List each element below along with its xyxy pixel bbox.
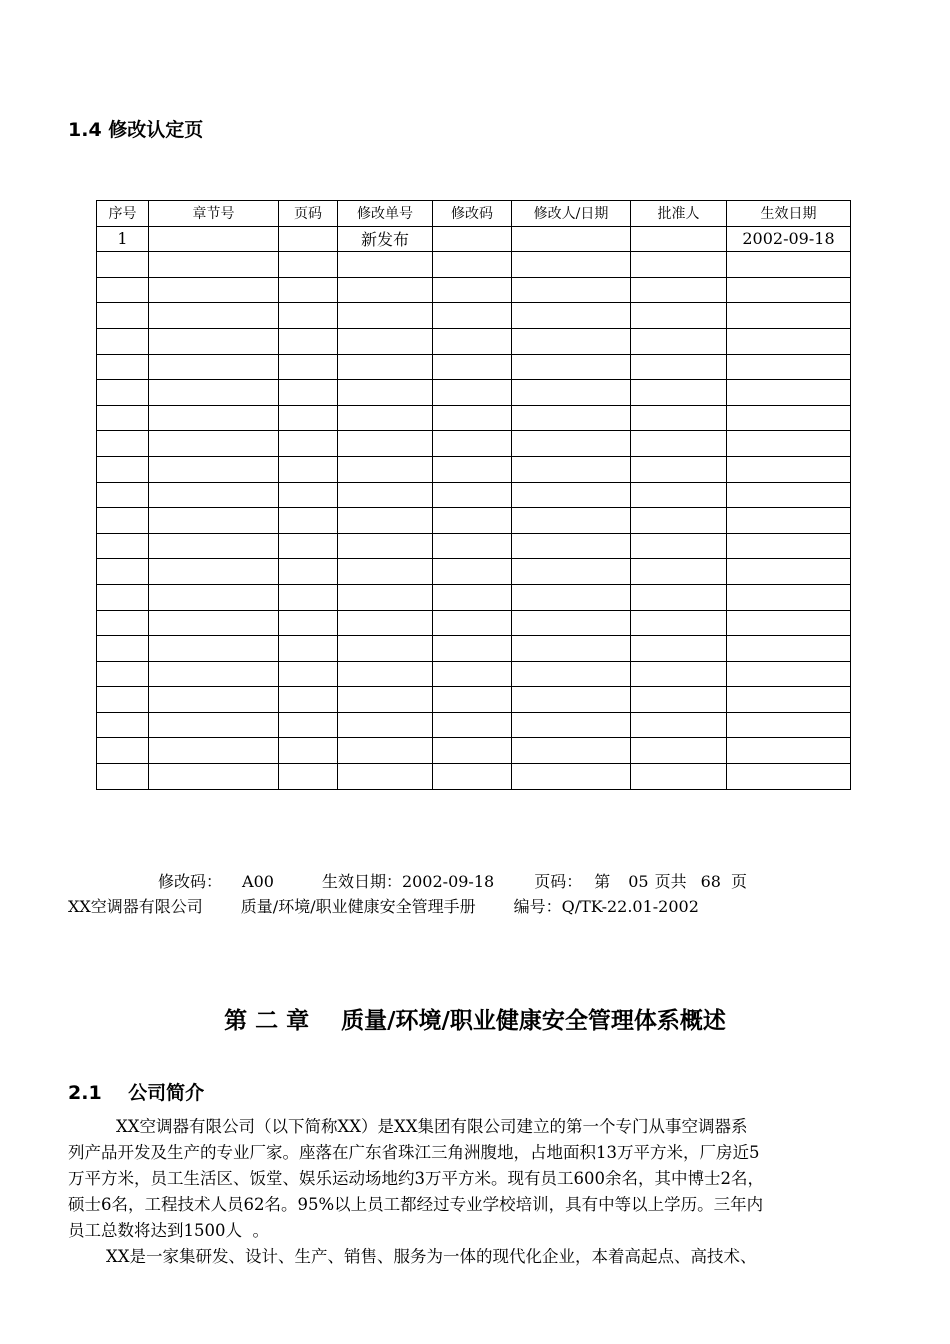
paragraph-line: 员工总数将达到1500人 。 bbox=[68, 1221, 269, 1240]
paragraph-line: 列产品开发及生产的专业厂家。座落在广东省珠江三角洲腹地，占地面积13万平方米，厂房近5 bbox=[68, 1143, 760, 1162]
table-cell bbox=[433, 482, 512, 508]
table-cell bbox=[338, 661, 433, 687]
table-cell bbox=[433, 354, 512, 380]
chapter-title: 第 二 章 质量/环境/职业健康安全管理体系概述 bbox=[224, 1008, 726, 1034]
table-cell bbox=[97, 354, 149, 380]
table-cell bbox=[631, 303, 727, 329]
table-cell bbox=[97, 559, 149, 585]
intro-paragraph-1 bbox=[68, 1114, 884, 1270]
table-cell bbox=[279, 482, 338, 508]
table-cell bbox=[338, 405, 433, 431]
page-current: 05 bbox=[628, 872, 649, 891]
table-cell bbox=[149, 738, 279, 764]
table-cell bbox=[149, 661, 279, 687]
table-cell bbox=[727, 456, 851, 482]
table-cell bbox=[727, 661, 851, 687]
table-row bbox=[97, 380, 851, 406]
page-suffix: 页 bbox=[730, 872, 747, 891]
table-cell bbox=[338, 354, 433, 380]
section-title-2-1: 2.1 公司简介 bbox=[68, 1082, 205, 1104]
table-cell bbox=[727, 610, 851, 636]
table-cell bbox=[727, 584, 851, 610]
table-cell bbox=[149, 252, 279, 278]
table-cell bbox=[338, 380, 433, 406]
table-row bbox=[97, 533, 851, 559]
table-row bbox=[97, 636, 851, 662]
table-cell bbox=[97, 405, 149, 431]
table-cell bbox=[279, 277, 338, 303]
table-cell bbox=[149, 712, 279, 738]
table-cell bbox=[512, 482, 631, 508]
table-cell bbox=[338, 610, 433, 636]
table-cell bbox=[512, 456, 631, 482]
table-cell bbox=[631, 431, 727, 457]
table-cell bbox=[279, 303, 338, 329]
table-row bbox=[97, 738, 851, 764]
table-cell bbox=[727, 405, 851, 431]
table-cell bbox=[433, 303, 512, 329]
table-cell bbox=[631, 584, 727, 610]
table-cell bbox=[279, 712, 338, 738]
table-cell bbox=[338, 508, 433, 534]
table-cell bbox=[631, 328, 727, 354]
column-header: 生效日期 bbox=[727, 201, 851, 227]
table-cell bbox=[279, 738, 338, 764]
paragraph-line: XX空调器有限公司（以下简称XX）是XX集团有限公司建立的第一个专门从事空调器系 bbox=[116, 1117, 748, 1136]
modify-code-value: A00 bbox=[242, 872, 274, 891]
table-cell bbox=[727, 738, 851, 764]
column-header: 修改人/日期 bbox=[512, 201, 631, 227]
table-cell bbox=[279, 226, 338, 252]
table-cell bbox=[149, 559, 279, 585]
table-row bbox=[97, 328, 851, 354]
table-cell bbox=[97, 764, 149, 790]
table-cell: 新发布 bbox=[338, 226, 433, 252]
table-cell bbox=[433, 584, 512, 610]
table-cell bbox=[97, 328, 149, 354]
table-cell bbox=[631, 712, 727, 738]
footer-revision-line bbox=[158, 869, 747, 892]
table-cell bbox=[338, 559, 433, 585]
table-cell bbox=[97, 252, 149, 278]
table-cell bbox=[631, 636, 727, 662]
table-cell bbox=[727, 687, 851, 713]
table-cell bbox=[279, 508, 338, 534]
table-cell bbox=[279, 533, 338, 559]
table-cell bbox=[149, 277, 279, 303]
table-row bbox=[97, 712, 851, 738]
column-header: 页码 bbox=[279, 201, 338, 227]
table-cell bbox=[433, 328, 512, 354]
table-cell bbox=[279, 431, 338, 457]
page-label: 页码： bbox=[534, 872, 583, 891]
table-cell bbox=[727, 636, 851, 662]
table-row bbox=[97, 559, 851, 585]
table-cell bbox=[631, 380, 727, 406]
table-cell bbox=[433, 380, 512, 406]
table-cell bbox=[97, 610, 149, 636]
table-cell bbox=[433, 559, 512, 585]
table-cell bbox=[97, 636, 149, 662]
column-header: 序号 bbox=[97, 201, 149, 227]
table-cell bbox=[149, 226, 279, 252]
table-cell bbox=[631, 226, 727, 252]
table-cell bbox=[149, 354, 279, 380]
table-cell bbox=[512, 712, 631, 738]
table-row bbox=[97, 405, 851, 431]
table-cell bbox=[631, 277, 727, 303]
table-cell bbox=[149, 431, 279, 457]
table-cell bbox=[338, 303, 433, 329]
table-cell bbox=[433, 687, 512, 713]
table-cell bbox=[149, 687, 279, 713]
table-cell bbox=[338, 584, 433, 610]
table-cell bbox=[97, 508, 149, 534]
table-cell bbox=[631, 661, 727, 687]
table-cell bbox=[512, 636, 631, 662]
table-cell bbox=[279, 252, 338, 278]
table-cell bbox=[512, 687, 631, 713]
table-cell bbox=[727, 508, 851, 534]
table-cell bbox=[97, 482, 149, 508]
table-cell bbox=[433, 508, 512, 534]
table-cell bbox=[279, 610, 338, 636]
table-row bbox=[97, 456, 851, 482]
table-cell bbox=[727, 559, 851, 585]
table-cell bbox=[338, 277, 433, 303]
column-header: 修改码 bbox=[433, 201, 512, 227]
table-cell bbox=[279, 661, 338, 687]
page-prefix: 第 bbox=[594, 872, 611, 891]
table-cell bbox=[512, 226, 631, 252]
table-cell bbox=[279, 380, 338, 406]
table-cell bbox=[149, 456, 279, 482]
table-cell bbox=[512, 559, 631, 585]
table-cell bbox=[727, 380, 851, 406]
table-row bbox=[97, 252, 851, 278]
table-row bbox=[97, 482, 851, 508]
table-cell bbox=[727, 277, 851, 303]
table-cell bbox=[97, 303, 149, 329]
section-title-1-4: 1.4 修改认定页 bbox=[68, 119, 204, 141]
company-name: XX空调器有限公司 bbox=[68, 897, 203, 916]
table-cell bbox=[512, 661, 631, 687]
table-cell bbox=[512, 354, 631, 380]
table-cell bbox=[433, 226, 512, 252]
table-cell bbox=[279, 636, 338, 662]
table-cell bbox=[433, 252, 512, 278]
table-cell bbox=[727, 328, 851, 354]
table-cell bbox=[97, 431, 149, 457]
table-cell bbox=[279, 559, 338, 585]
table-cell bbox=[631, 508, 727, 534]
table-cell bbox=[433, 610, 512, 636]
table-cell bbox=[631, 456, 727, 482]
table-cell bbox=[149, 584, 279, 610]
table-row bbox=[97, 354, 851, 380]
table-cell bbox=[149, 405, 279, 431]
paragraph-line: 硕士6名，工程技术人员62名。95%以上员工都经过专业学校培训，具有中等以上学历。三年内 bbox=[68, 1195, 764, 1214]
table-cell bbox=[512, 764, 631, 790]
table-cell bbox=[433, 533, 512, 559]
table-cell bbox=[338, 328, 433, 354]
table-cell bbox=[149, 636, 279, 662]
table-row bbox=[97, 687, 851, 713]
table-cell bbox=[97, 584, 149, 610]
table-cell bbox=[512, 738, 631, 764]
table-cell bbox=[512, 584, 631, 610]
table-cell bbox=[433, 738, 512, 764]
table-cell bbox=[512, 380, 631, 406]
table-cell bbox=[338, 482, 433, 508]
table-cell bbox=[338, 431, 433, 457]
table-cell bbox=[279, 354, 338, 380]
table-row bbox=[97, 431, 851, 457]
table-cell bbox=[512, 405, 631, 431]
table-cell bbox=[631, 354, 727, 380]
table-cell bbox=[433, 277, 512, 303]
table-cell bbox=[338, 456, 433, 482]
table-cell bbox=[631, 533, 727, 559]
table-cell bbox=[727, 533, 851, 559]
table-cell bbox=[631, 738, 727, 764]
table-cell bbox=[338, 712, 433, 738]
table-cell bbox=[97, 533, 149, 559]
table-cell bbox=[279, 687, 338, 713]
table-row bbox=[97, 303, 851, 329]
table-cell bbox=[727, 354, 851, 380]
effective-date: 生效日期：2002-09-18 bbox=[321, 872, 495, 891]
table-cell bbox=[512, 303, 631, 329]
table-cell bbox=[727, 482, 851, 508]
table-cell bbox=[433, 456, 512, 482]
table-cell bbox=[149, 610, 279, 636]
table-cell bbox=[149, 303, 279, 329]
table-row bbox=[97, 764, 851, 790]
table-cell bbox=[338, 764, 433, 790]
table-cell bbox=[149, 328, 279, 354]
table-cell bbox=[727, 303, 851, 329]
table-cell bbox=[97, 687, 149, 713]
revision-table bbox=[96, 200, 851, 790]
table-cell bbox=[433, 661, 512, 687]
table-cell bbox=[512, 328, 631, 354]
table-cell bbox=[338, 533, 433, 559]
table-cell bbox=[149, 482, 279, 508]
table-cell: 2002-09-18 bbox=[727, 226, 851, 252]
paragraph-line: 万平方米，员工生活区、饭堂、娱乐运动场地约3万平方米。现有员工600余名，其中博士2名， bbox=[68, 1169, 764, 1188]
table-header-row bbox=[97, 201, 851, 227]
table-cell bbox=[279, 456, 338, 482]
table-cell bbox=[631, 610, 727, 636]
table-row bbox=[97, 277, 851, 303]
table-cell bbox=[512, 533, 631, 559]
table-cell bbox=[727, 712, 851, 738]
table-cell bbox=[338, 738, 433, 764]
table-cell bbox=[338, 636, 433, 662]
page-total: 68 bbox=[700, 872, 721, 891]
table-cell bbox=[631, 405, 727, 431]
table-row bbox=[97, 508, 851, 534]
table-cell bbox=[433, 764, 512, 790]
table-cell bbox=[433, 636, 512, 662]
table-row bbox=[97, 584, 851, 610]
table-cell bbox=[433, 712, 512, 738]
table-cell bbox=[727, 431, 851, 457]
table-cell bbox=[97, 380, 149, 406]
table-cell bbox=[631, 252, 727, 278]
table-cell bbox=[631, 559, 727, 585]
table-cell bbox=[149, 508, 279, 534]
table-cell bbox=[512, 277, 631, 303]
page-mid: 页共 bbox=[654, 872, 687, 891]
table-cell: 1 bbox=[97, 226, 149, 252]
table-cell bbox=[512, 610, 631, 636]
table-cell bbox=[149, 380, 279, 406]
table-cell bbox=[97, 738, 149, 764]
table-cell bbox=[279, 584, 338, 610]
table-cell bbox=[338, 687, 433, 713]
table-cell bbox=[149, 764, 279, 790]
table-cell bbox=[149, 533, 279, 559]
table-cell bbox=[279, 328, 338, 354]
column-header: 修改单号 bbox=[338, 201, 433, 227]
table-cell bbox=[279, 405, 338, 431]
manual-title: 质量/环境/职业健康安全管理手册 bbox=[240, 897, 476, 916]
table-cell bbox=[631, 482, 727, 508]
table-cell bbox=[631, 764, 727, 790]
table-cell bbox=[727, 764, 851, 790]
table-cell bbox=[433, 405, 512, 431]
table-cell bbox=[97, 456, 149, 482]
doc-number: 编号：Q/TK-22.01-2002 bbox=[513, 897, 699, 916]
footer-company-line bbox=[68, 894, 699, 917]
table-cell bbox=[279, 764, 338, 790]
table-cell bbox=[727, 252, 851, 278]
table-cell bbox=[97, 277, 149, 303]
column-header: 批准人 bbox=[631, 201, 727, 227]
table-cell bbox=[433, 431, 512, 457]
table-row bbox=[97, 610, 851, 636]
table-cell bbox=[512, 508, 631, 534]
table-cell bbox=[512, 431, 631, 457]
table-cell bbox=[97, 712, 149, 738]
table-cell bbox=[97, 661, 149, 687]
paragraph-line: XX是一家集研发、设计、生产、销售、服务为一体的现代化企业，本着高起点、高技术、 bbox=[106, 1247, 757, 1266]
modify-code-label: 修改码： bbox=[158, 872, 223, 891]
table-cell bbox=[338, 252, 433, 278]
column-header: 章节号 bbox=[149, 201, 279, 227]
table-row bbox=[97, 226, 851, 252]
table-cell bbox=[631, 687, 727, 713]
table-row bbox=[97, 661, 851, 687]
table-cell bbox=[512, 252, 631, 278]
